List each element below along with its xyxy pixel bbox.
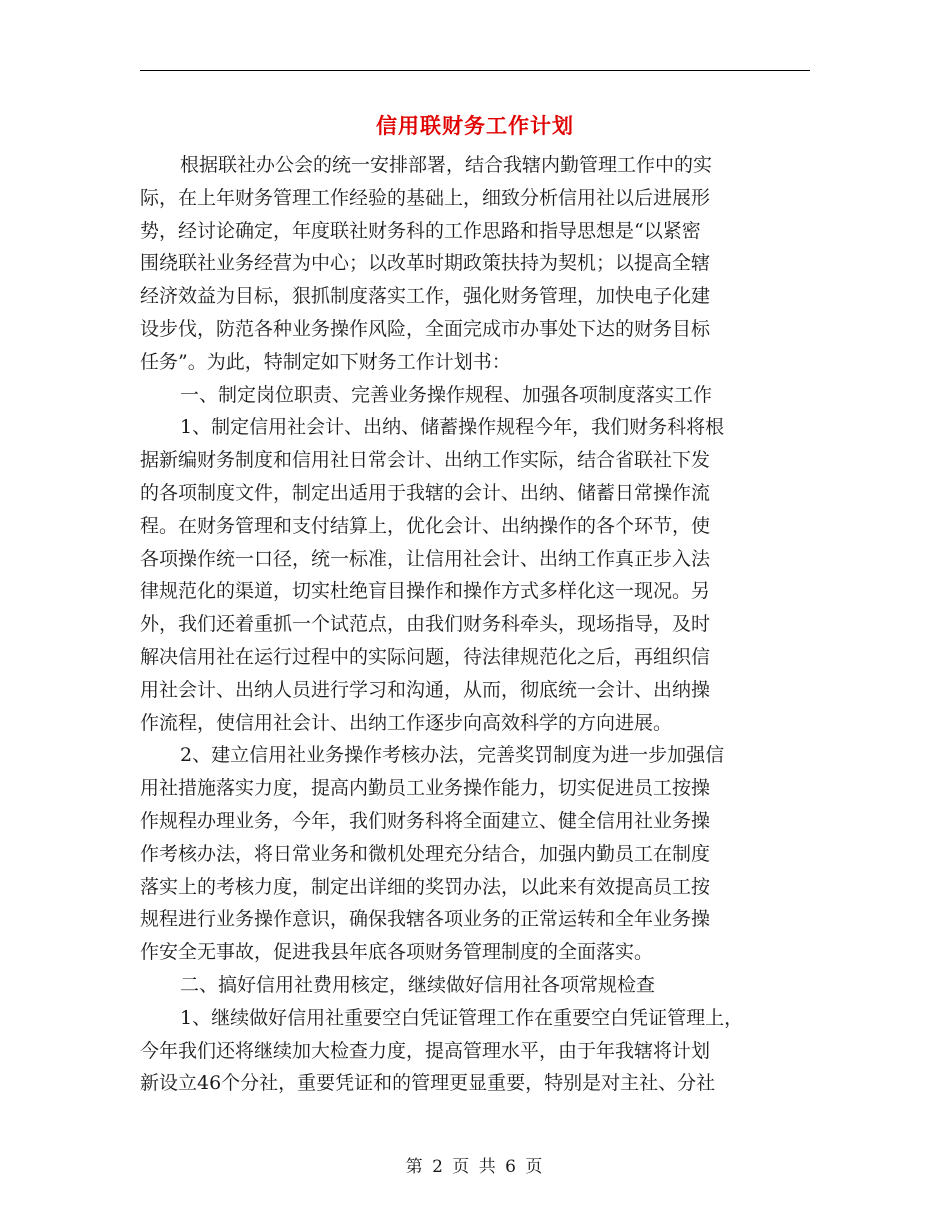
text-line: 设步伐，防范各种业务操作风险，全面完成市办事处下达的财务目标 xyxy=(140,317,711,340)
text-line: 1、继续做好信用社重要空白凭证管理工作在重要空白凭证管理上， xyxy=(180,1006,744,1029)
text-line: 作考核办法，将日常业务和微机处理充分结合，加强内勤员工在制度 xyxy=(140,842,711,865)
text-line: 用社会计、出纳人员进行学习和沟通，从而，彻底统一会计、出纳操 xyxy=(140,678,711,701)
text-line: 2、建立信用社业务操作考核办法，完善奖罚制度为进一步加强信 xyxy=(180,744,725,767)
text-line: 落实上的考核力度，制定出详细的奖罚办法，以此来有效提高员工按 xyxy=(140,875,711,898)
text-line: 势，经讨论确定，年度联社财务科的工作思路和指导思想是“以紧密 xyxy=(140,219,701,242)
text-line: 际，在上年财务管理工作经验的基础上，细致分析信用社以后进展形 xyxy=(140,186,711,209)
text-line: 围绕联社业务经营为中心；以改革时期政策扶持为契机；以提高全辖 xyxy=(140,252,711,275)
text-line: 二、搞好信用社费用核定，继续做好信用社各项常规检查 xyxy=(180,973,656,996)
text-line: 一、制定岗位职责、完善业务操作规程、加强各项制度落实工作 xyxy=(180,383,713,406)
text-line: 作安全无事故，促进我县年底各项财务管理制度的全面落实。 xyxy=(140,941,654,964)
text-line: 根据联社办公会的统一安排部署，结合我辖内勤管理工作中的实 xyxy=(180,154,713,176)
document-body xyxy=(140,149,810,1100)
text-line: 今年我们还将继续加大检查力度，提高管理水平，由于年我辖将计划 xyxy=(140,1039,711,1062)
text-line: 作流程，使信用社会计、出纳工作逐步向高效科学的方向进展。 xyxy=(140,711,673,734)
text-line: 各项操作统一口径，统一标准，让信用社会计、出纳工作真正步入法 xyxy=(140,547,711,570)
text-line: 任务”。为此，特制定如下财务工作计划书： xyxy=(140,350,511,373)
page-number: 第 2 页 共 6 页 xyxy=(405,1157,545,1177)
text-line: 解决信用社在运行过程中的实际问题，待法律规范化之后，再组织信 xyxy=(140,645,711,668)
text-line: 用社措施落实力度，提高内勤员工业务操作能力，切实促进员工按操 xyxy=(140,777,711,800)
text-line: 经济效益为目标，狠抓制度落实工作，强化财务管理，加快电子化建 xyxy=(140,285,711,308)
text-line: 程。在财务管理和支付结算上，优化会计、出纳操作的各个环节，使 xyxy=(140,514,711,537)
text-line: 据新编财务制度和信用社日常会计、出纳工作实际，结合省联社下发 xyxy=(140,449,711,472)
text-line: 律规范化的渠道，切实杜绝盲目操作和操作方式多样化这一现况。另 xyxy=(140,580,711,603)
text-line: 作规程办理业务，今年，我们财务科将全面建立、健全信用社业务操 xyxy=(140,809,711,832)
text-line: 的各项制度文件，制定出适用于我辖的会计、出纳、储蓄日常操作流 xyxy=(140,481,711,504)
text-line: 外，我们还着重抓一个试范点，由我们财务科牵头，现场指导，及时 xyxy=(140,613,711,636)
text-line: 规程进行业务操作意识，确保我辖各项业务的正常运转和全年业务操 xyxy=(140,908,711,931)
header-rule xyxy=(140,70,810,71)
text-line: 新设立46个分社，重要凭证和的管理更显重要，特别是对主社、分社 xyxy=(140,1072,716,1095)
document-title: 信用联财务工作计划 xyxy=(376,113,574,138)
text-line: 1、制定信用社会计、出纳、储蓄操作规程今年，我们财务科将根 xyxy=(180,416,725,439)
